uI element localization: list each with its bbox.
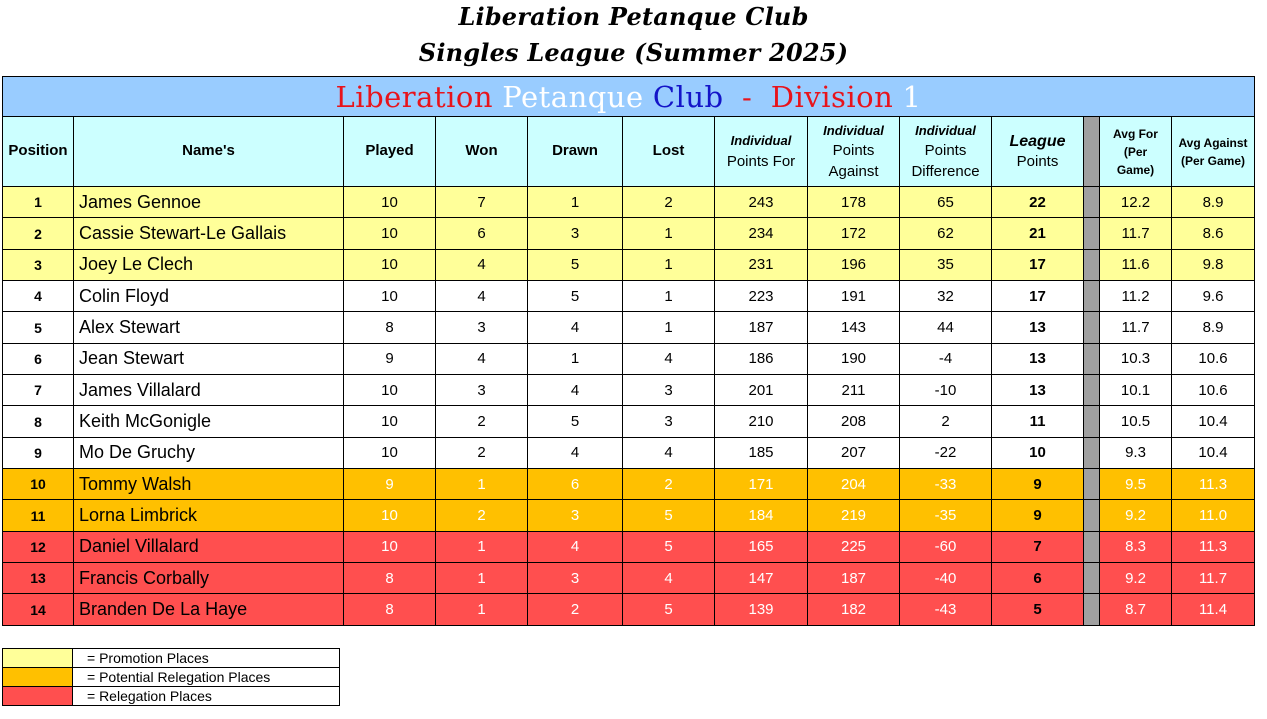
cell-pa: 225 <box>808 531 900 562</box>
cell-lost: 4 <box>623 343 715 374</box>
cell-aa: 10.4 <box>1172 437 1255 468</box>
separator-cell <box>1084 406 1100 437</box>
standings-body <box>3 187 1255 626</box>
header-lost: Lost <box>623 117 715 187</box>
cell-pf: 165 <box>715 531 808 562</box>
cell-pa: 219 <box>808 500 900 531</box>
cell-drawn: 4 <box>528 312 623 343</box>
banner-division-number: 1 <box>902 79 922 114</box>
separator-column <box>1084 117 1100 187</box>
cell-pf: 184 <box>715 500 808 531</box>
cell-lost: 2 <box>623 187 715 218</box>
cell-drawn: 1 <box>528 187 623 218</box>
cell-pf: 231 <box>715 249 808 280</box>
banner-word-division: Division <box>770 79 894 114</box>
table-row <box>3 343 1255 374</box>
cell-lost: 1 <box>623 281 715 312</box>
cell-pa: 178 <box>808 187 900 218</box>
table-row <box>3 531 1255 562</box>
legend-item <box>3 687 340 706</box>
table-row <box>3 563 1255 594</box>
cell-name: James Villalard <box>74 375 344 406</box>
cell-name: Mo De Gruchy <box>74 437 344 468</box>
cell-aa: 11.4 <box>1172 594 1255 625</box>
cell-won: 1 <box>436 594 528 625</box>
cell-pa: 143 <box>808 312 900 343</box>
cell-lp: 13 <box>992 375 1084 406</box>
cell-af: 8.7 <box>1100 594 1172 625</box>
cell-played: 8 <box>344 594 436 625</box>
legend-label: = Promotion Places <box>73 649 340 668</box>
cell-won: 1 <box>436 563 528 594</box>
cell-af: 9.5 <box>1100 469 1172 500</box>
cell-lp: 9 <box>992 500 1084 531</box>
table-row <box>3 500 1255 531</box>
banner-dash: - <box>742 79 753 114</box>
cell-name: Tommy Walsh <box>74 469 344 500</box>
banner-word-petanque: Petanque <box>502 79 644 114</box>
cell-lost: 1 <box>623 312 715 343</box>
cell-pos: 10 <box>3 469 74 500</box>
cell-pos: 4 <box>3 281 74 312</box>
table-row <box>3 594 1255 625</box>
cell-pf: 210 <box>715 406 808 437</box>
header-points-difference-line3: Difference <box>911 162 980 180</box>
cell-lp: 13 <box>992 312 1084 343</box>
cell-pa: 187 <box>808 563 900 594</box>
cell-pf: 223 <box>715 281 808 312</box>
header-avg-for <box>1100 117 1172 187</box>
cell-name: Joey Le Clech <box>74 249 344 280</box>
header-points-for <box>715 117 808 187</box>
cell-won: 2 <box>436 437 528 468</box>
cell-pd: -40 <box>900 563 992 594</box>
cell-af: 9.2 <box>1100 500 1172 531</box>
cell-played: 10 <box>344 187 436 218</box>
cell-af: 12.2 <box>1100 187 1172 218</box>
header-avg-for-line3: Game) <box>1116 162 1155 177</box>
separator-cell <box>1084 469 1100 500</box>
cell-name: Branden De La Haye <box>74 594 344 625</box>
cell-lp: 10 <box>992 437 1084 468</box>
cell-lp: 6 <box>992 563 1084 594</box>
separator-cell <box>1084 437 1100 468</box>
cell-pa: 190 <box>808 343 900 374</box>
header-league-points-line2: Points <box>1016 153 1059 171</box>
cell-played: 10 <box>344 218 436 249</box>
cell-played: 10 <box>344 375 436 406</box>
cell-lost: 5 <box>623 594 715 625</box>
cell-name: James Gennoe <box>74 187 344 218</box>
cell-pa: 207 <box>808 437 900 468</box>
header-position: Position <box>3 117 74 187</box>
cell-lp: 17 <box>992 249 1084 280</box>
cell-pd: 65 <box>900 187 992 218</box>
cell-won: 4 <box>436 343 528 374</box>
cell-aa: 9.8 <box>1172 249 1255 280</box>
header-played: Played <box>344 117 436 187</box>
cell-drawn: 2 <box>528 594 623 625</box>
cell-won: 1 <box>436 531 528 562</box>
cell-pd: -35 <box>900 500 992 531</box>
header-points-against-line1: Individual <box>823 123 884 139</box>
cell-pd: 2 <box>900 406 992 437</box>
cell-aa: 10.4 <box>1172 406 1255 437</box>
cell-played: 10 <box>344 437 436 468</box>
cell-lp: 7 <box>992 531 1084 562</box>
header-avg-against-line1: Avg Against <box>1178 135 1248 150</box>
cell-pos: 7 <box>3 375 74 406</box>
cell-won: 4 <box>436 281 528 312</box>
cell-lp: 22 <box>992 187 1084 218</box>
header-avg-against-line2: (Per Game) <box>1180 153 1246 168</box>
cell-won: 3 <box>436 312 528 343</box>
cell-pa: 191 <box>808 281 900 312</box>
cell-pd: 62 <box>900 218 992 249</box>
cell-won: 7 <box>436 187 528 218</box>
separator-cell <box>1084 312 1100 343</box>
cell-pos: 3 <box>3 249 74 280</box>
cell-af: 11.7 <box>1100 218 1172 249</box>
legend-label: = Relegation Places <box>73 687 340 706</box>
cell-pos: 1 <box>3 187 74 218</box>
cell-pd: -33 <box>900 469 992 500</box>
cell-aa: 9.6 <box>1172 281 1255 312</box>
cell-name: Alex Stewart <box>74 312 344 343</box>
cell-lost: 3 <box>623 406 715 437</box>
separator-cell <box>1084 375 1100 406</box>
header-points-for-line1: Individual <box>730 133 792 149</box>
cell-won: 2 <box>436 406 528 437</box>
cell-af: 10.1 <box>1100 375 1172 406</box>
cell-played: 10 <box>344 500 436 531</box>
cell-lost: 5 <box>623 500 715 531</box>
separator-cell <box>1084 249 1100 280</box>
cell-drawn: 5 <box>528 406 623 437</box>
cell-played: 10 <box>344 281 436 312</box>
cell-aa: 8.9 <box>1172 187 1255 218</box>
cell-lost: 4 <box>623 563 715 594</box>
cell-pf: 234 <box>715 218 808 249</box>
cell-af: 11.6 <box>1100 249 1172 280</box>
cell-pa: 208 <box>808 406 900 437</box>
cell-lp: 13 <box>992 343 1084 374</box>
cell-af: 8.3 <box>1100 531 1172 562</box>
cell-won: 4 <box>436 249 528 280</box>
header-won: Won <box>436 117 528 187</box>
legend-swatch <box>3 649 73 668</box>
header-points-difference <box>900 117 992 187</box>
cell-won: 2 <box>436 500 528 531</box>
cell-pf: 147 <box>715 563 808 594</box>
table-row <box>3 187 1255 218</box>
cell-name: Cassie Stewart-Le Gallais <box>74 218 344 249</box>
cell-lost: 5 <box>623 531 715 562</box>
cell-drawn: 1 <box>528 343 623 374</box>
cell-aa: 11.3 <box>1172 531 1255 562</box>
cell-aa: 11.3 <box>1172 469 1255 500</box>
cell-pf: 186 <box>715 343 808 374</box>
cell-aa: 10.6 <box>1172 375 1255 406</box>
header-avg-against <box>1172 117 1255 187</box>
header-points-against-line2: Points <box>832 142 875 160</box>
column-header-row <box>3 117 1255 187</box>
cell-aa: 11.7 <box>1172 563 1255 594</box>
page-subtitle: Singles League (Summer 2025) <box>418 38 849 67</box>
division-banner <box>3 77 1255 117</box>
cell-pos: 5 <box>3 312 74 343</box>
cell-pos: 14 <box>3 594 74 625</box>
table-row <box>3 218 1255 249</box>
header-points-for-line2: Points For <box>726 152 796 170</box>
legend-swatch <box>3 668 73 687</box>
table-row <box>3 249 1255 280</box>
cell-name: Francis Corbally <box>74 563 344 594</box>
separator-cell <box>1084 500 1100 531</box>
cell-played: 8 <box>344 563 436 594</box>
separator-cell <box>1084 281 1100 312</box>
cell-won: 1 <box>436 469 528 500</box>
cell-af: 11.2 <box>1100 281 1172 312</box>
cell-pf: 139 <box>715 594 808 625</box>
cell-af: 9.2 <box>1100 563 1172 594</box>
cell-lost: 1 <box>623 249 715 280</box>
cell-played: 9 <box>344 343 436 374</box>
cell-pf: 187 <box>715 312 808 343</box>
cell-pa: 172 <box>808 218 900 249</box>
cell-af: 10.5 <box>1100 406 1172 437</box>
cell-drawn: 3 <box>528 218 623 249</box>
separator-cell <box>1084 343 1100 374</box>
table-row <box>3 281 1255 312</box>
table-row <box>3 312 1255 343</box>
cell-lost: 1 <box>623 218 715 249</box>
cell-played: 9 <box>344 469 436 500</box>
table-row <box>3 469 1255 500</box>
separator-cell <box>1084 218 1100 249</box>
cell-pos: 8 <box>3 406 74 437</box>
cell-pos: 9 <box>3 437 74 468</box>
cell-pos: 11 <box>3 500 74 531</box>
cell-pf: 243 <box>715 187 808 218</box>
cell-lp: 11 <box>992 406 1084 437</box>
header-league-points-line1: League <box>1009 132 1066 150</box>
cell-pf: 171 <box>715 469 808 500</box>
separator-cell <box>1084 594 1100 625</box>
cell-played: 8 <box>344 312 436 343</box>
cell-lp: 9 <box>992 469 1084 500</box>
header-avg-for-line2: (Per <box>1123 144 1148 159</box>
cell-drawn: 6 <box>528 469 623 500</box>
cell-pd: -10 <box>900 375 992 406</box>
cell-lp: 5 <box>992 594 1084 625</box>
cell-lp: 17 <box>992 281 1084 312</box>
cell-name: Keith McGonigle <box>74 406 344 437</box>
cell-pa: 182 <box>808 594 900 625</box>
cell-name: Lorna Limbrick <box>74 500 344 531</box>
cell-pd: 32 <box>900 281 992 312</box>
header-points-difference-line1: Individual <box>915 123 976 139</box>
legend <box>2 648 340 706</box>
league-table <box>2 76 1255 626</box>
header-points-against-line3: Against <box>828 162 879 180</box>
legend-swatch <box>3 687 73 706</box>
banner-word-liberation: Liberation <box>335 79 494 114</box>
page-title: Liberation Petanque Club <box>458 2 809 31</box>
header-drawn: Drawn <box>528 117 623 187</box>
cell-pa: 204 <box>808 469 900 500</box>
cell-pa: 211 <box>808 375 900 406</box>
cell-pf: 201 <box>715 375 808 406</box>
header-points-difference-line2: Points <box>924 142 967 160</box>
table-row <box>3 406 1255 437</box>
table-row <box>3 375 1255 406</box>
cell-lost: 4 <box>623 437 715 468</box>
legend-item <box>3 649 340 668</box>
banner-word-club: Club <box>652 79 724 114</box>
cell-pd: -22 <box>900 437 992 468</box>
cell-pd: 35 <box>900 249 992 280</box>
cell-af: 10.3 <box>1100 343 1172 374</box>
cell-played: 10 <box>344 531 436 562</box>
cell-pos: 6 <box>3 343 74 374</box>
cell-pd: -43 <box>900 594 992 625</box>
cell-pa: 196 <box>808 249 900 280</box>
cell-pd: -60 <box>900 531 992 562</box>
cell-name: Daniel Villalard <box>74 531 344 562</box>
cell-lp: 21 <box>992 218 1084 249</box>
separator-cell <box>1084 187 1100 218</box>
header-league-points <box>992 117 1084 187</box>
table-row <box>3 437 1255 468</box>
cell-name: Colin Floyd <box>74 281 344 312</box>
header-name: Name's <box>74 117 344 187</box>
legend-item <box>3 668 340 687</box>
cell-pd: -4 <box>900 343 992 374</box>
cell-aa: 8.9 <box>1172 312 1255 343</box>
cell-pos: 12 <box>3 531 74 562</box>
cell-aa: 11.0 <box>1172 500 1255 531</box>
cell-lost: 2 <box>623 469 715 500</box>
cell-drawn: 4 <box>528 531 623 562</box>
cell-pos: 13 <box>3 563 74 594</box>
cell-af: 9.3 <box>1100 437 1172 468</box>
cell-drawn: 4 <box>528 437 623 468</box>
cell-drawn: 5 <box>528 281 623 312</box>
cell-name: Jean Stewart <box>74 343 344 374</box>
cell-drawn: 3 <box>528 563 623 594</box>
cell-aa: 10.6 <box>1172 343 1255 374</box>
cell-drawn: 5 <box>528 249 623 280</box>
cell-drawn: 4 <box>528 375 623 406</box>
separator-cell <box>1084 531 1100 562</box>
cell-drawn: 3 <box>528 500 623 531</box>
separator-cell <box>1084 563 1100 594</box>
cell-played: 10 <box>344 406 436 437</box>
cell-won: 3 <box>436 375 528 406</box>
cell-won: 6 <box>436 218 528 249</box>
legend-label: = Potential Relegation Places <box>73 668 340 687</box>
cell-pf: 185 <box>715 437 808 468</box>
header-points-against <box>808 117 900 187</box>
cell-aa: 8.6 <box>1172 218 1255 249</box>
cell-pd: 44 <box>900 312 992 343</box>
cell-played: 10 <box>344 249 436 280</box>
header-avg-for-line1: Avg For <box>1113 126 1158 141</box>
cell-af: 11.7 <box>1100 312 1172 343</box>
cell-lost: 3 <box>623 375 715 406</box>
cell-pos: 2 <box>3 218 74 249</box>
